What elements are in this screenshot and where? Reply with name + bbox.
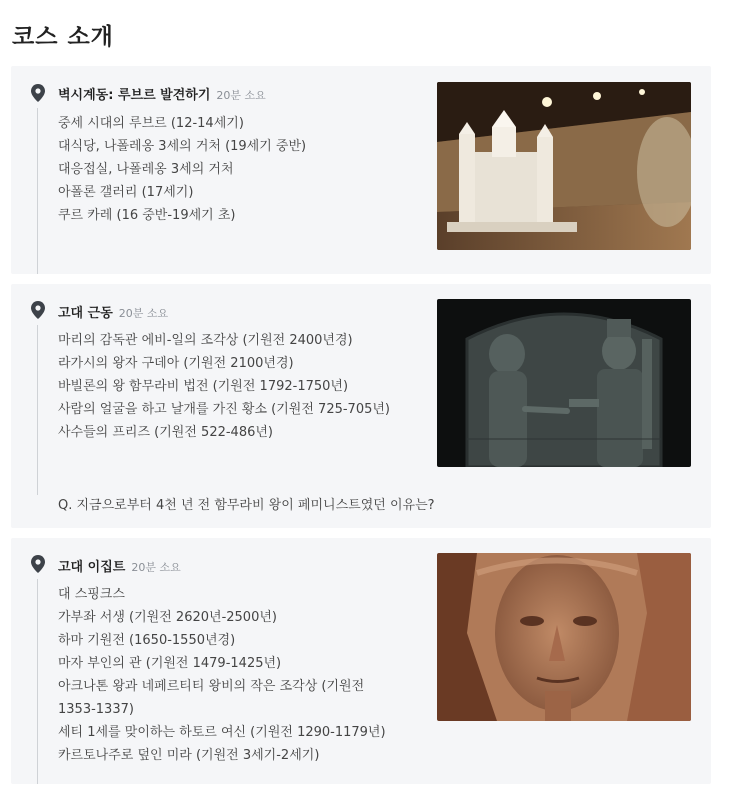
section-duration: 20분 소요 (131, 561, 181, 574)
list-item: 아폴론 갤러리 (17세기) (58, 185, 194, 200)
list-item: 라가시의 왕자 구데아 (기원전 2100년경) (58, 356, 294, 371)
section-title (58, 302, 168, 321)
list-item: 가부좌 서생 (기원전 2620년-2500년) (58, 610, 277, 625)
section-duration: 20분 소요 (216, 89, 266, 102)
page-title: 코스 소개 (12, 24, 114, 50)
list-item: 마자 부인의 관 (기원전 1479-1425년) (58, 656, 282, 671)
list-item: 하마 기원전 (1650-1550년경) (58, 633, 236, 648)
course-section-card (11, 538, 711, 784)
list-item: 마리의 감독관 에비-일의 조각상 (기원전 2400년경) (58, 333, 353, 348)
section-title-text: 벽시계동: 루브르 발견하기 (58, 88, 211, 103)
location-pin-icon (31, 301, 45, 319)
section-title-text: 고대 이집트 (58, 560, 126, 575)
section-photo-medieval-louvre (437, 82, 691, 250)
list-item: 중세 시대의 루브르 (12-14세기) (58, 116, 244, 131)
list-item: 세티 1세를 맞이하는 하토르 여신 (기원전 1290-1179년) (58, 725, 386, 740)
timeline-line (37, 108, 38, 274)
timeline-line (37, 579, 38, 784)
course-section-card (11, 66, 711, 274)
list-item: 카르토나주로 덮인 미라 (기원전 3세기-2세기) (58, 748, 320, 763)
list-item: 1353-1337) (58, 702, 134, 717)
section-title (58, 84, 266, 103)
timeline-line (37, 325, 38, 495)
section-item-list (58, 112, 306, 227)
section-title-text: 고대 근동 (58, 306, 113, 321)
list-item: 바빌론의 왕 함무라비 법전 (기원전 1792-1750년) (58, 379, 349, 394)
section-title (58, 556, 181, 575)
list-item: 쿠르 카레 (16 중반-19세기 초) (58, 208, 236, 223)
section-duration: 20분 소요 (118, 307, 169, 320)
list-item: 대 스핑크스 (58, 587, 125, 602)
list-item: 사수들의 프리즈 (기원전 522-486년) (58, 425, 273, 440)
list-item: 아크나톤 왕과 네페르티티 왕비의 작은 조각상 (기원전 (58, 679, 365, 694)
list-item: 대응접실, 나폴레옹 3세의 거처 (58, 162, 234, 177)
location-pin-icon (31, 555, 45, 573)
section-photo-hammurabi-stele (437, 299, 691, 467)
section-question: Q. 지금으로부터 4천 년 전 함무라비 왕이 페미니스트였던 이유는? (58, 498, 435, 513)
list-item: 사람의 얼굴을 하고 날개를 가진 황소 (기원전 725-705년) (58, 402, 390, 417)
location-pin-icon (31, 84, 45, 102)
section-item-list (58, 329, 390, 444)
list-item: 대식당, 나폴레옹 3세의 거처 (19세기 중반) (58, 139, 307, 154)
course-section-card (11, 284, 711, 528)
section-photo-egyptian-sphinx (437, 553, 691, 721)
section-item-list (58, 583, 386, 767)
